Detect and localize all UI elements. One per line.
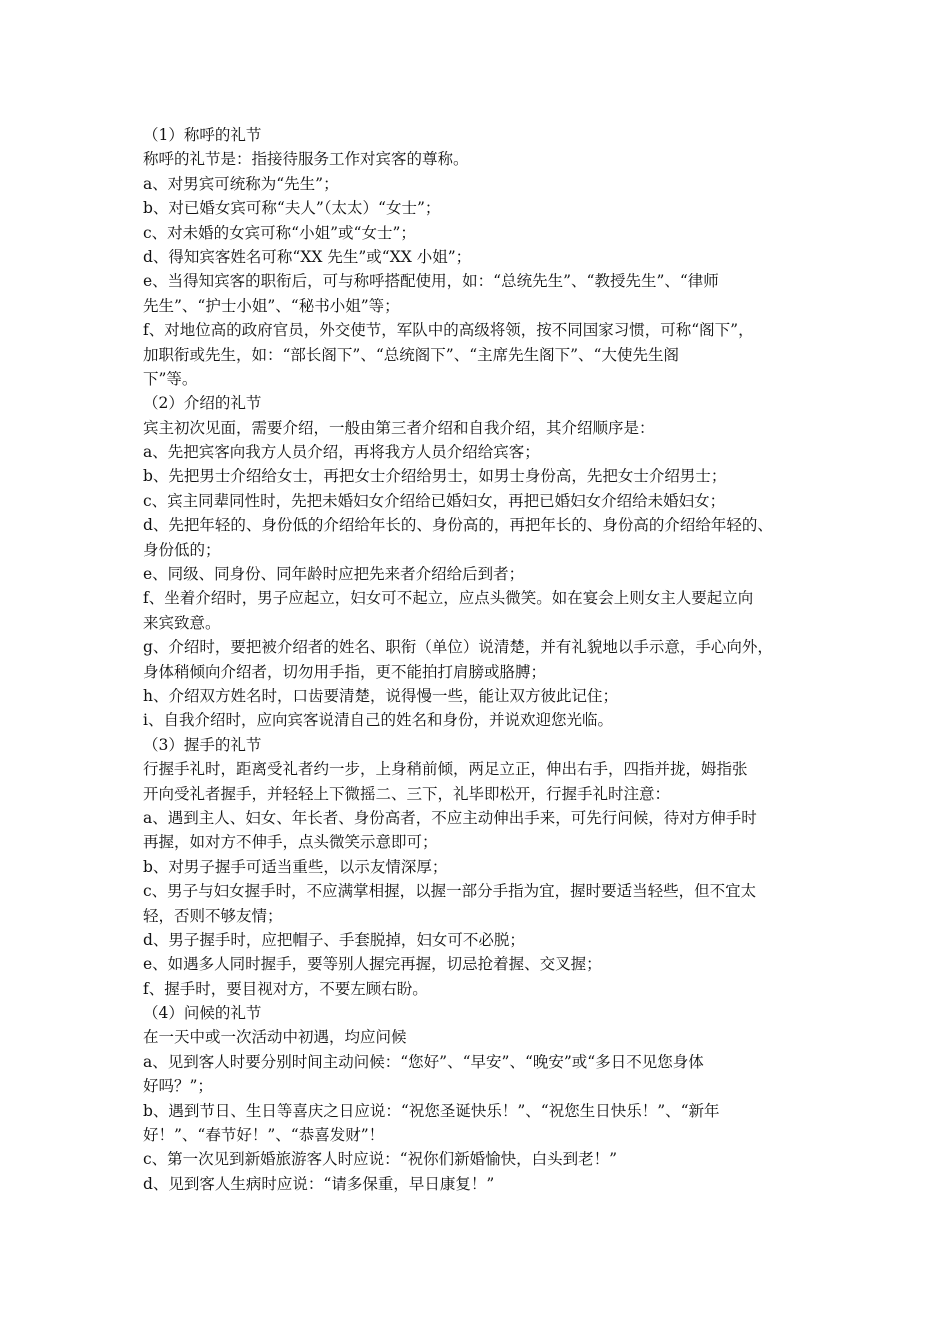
list-item-continuation: 加职衔或先生，如：“部长阁下”、“总统阁下”、“主席先生阁下”、“大使先生阁 (143, 345, 679, 364)
paragraph-line: 宾主初次见面，需要介绍，一般由第三者介绍和自我介绍，其介绍顺序是： (143, 418, 655, 437)
list-item: f、对地位高的政府官员，外交使节，军队中的高级将领，按不同国家习惯，可称“阁下”， (143, 321, 754, 340)
section-heading-introduction: （2）介绍的礼节 (143, 394, 262, 413)
list-item-continuation: 好吗？”； (143, 1077, 213, 1096)
list-item-continuation: 好！”、“春节好！”、“恭喜发财”！ (143, 1126, 385, 1145)
list-item: c、宾主同辈同性时，先把未婚妇女介绍给已婚妇女，再把已婚妇女介绍给未婚妇女； (143, 491, 726, 510)
list-item: a、见到客人时要分别时间主动问候：“您好”、“早安”、“晚安”或“多日不见您身体 (143, 1052, 704, 1071)
paragraph-line: 行握手礼时，距离受礼者约一步，上身稍前倾，两足立正，伸出右手，四指并拢，姆指张 (143, 760, 748, 779)
list-item: b、遇到节日、生日等喜庆之日应说：“祝您圣诞快乐！”、“祝您生日快乐！”、“新年 (143, 1101, 720, 1120)
list-item-continuation: 身体稍倾向介绍者，切勿用手指，更不能拍打肩膀或胳膊； (143, 662, 547, 681)
list-item: c、第一次见到新婚旅游客人时应说：“祝你们新婚愉快，白头到老！” (143, 1150, 618, 1169)
list-item-continuation: 轻，否则不够友情； (143, 906, 283, 925)
list-item: f、握手时，要目视对方，不要左顾右盼。 (143, 979, 428, 998)
list-item: b、先把男士介绍给女士，再把女士介绍给男士，如男士身份高，先把女士介绍男士； (143, 467, 727, 486)
paragraph-line: 称呼的礼节是：指接待服务工作对宾客的尊称。 (143, 150, 469, 169)
list-item: i、自我介绍时，应向宾客说清自己的姓名和身份，并说欢迎您光临。 (143, 711, 613, 730)
list-item-continuation: 先生”、“护士小姐”、“秘书小姐”等； (143, 296, 400, 315)
list-item-continuation: 身份低的； (143, 540, 221, 559)
section-heading-greeting: （4）问候的礼节 (143, 1004, 262, 1023)
list-item: h、介绍双方姓名时，口齿要清楚，说得慢一些，能让双方彼此记住； (143, 686, 618, 705)
list-item: c、男子与妇女握手时，不应满掌相握，以握一部分手指为宜，握时要适当轻些，但不宜太 (143, 882, 757, 901)
paragraph-line: 在一天中或一次活动中初遇，均应问候 (143, 1028, 407, 1047)
list-item: d、见到客人生病时应说：“请多保重，早日康复！” (143, 1174, 495, 1193)
list-item: d、得知宾客姓名可称“XX 先生”或“XX 小姐”； (143, 247, 472, 266)
list-item-continuation: 再握，如对方不伸手，点头微笑示意即可； (143, 833, 438, 852)
paragraph-line: 开向受礼者握手，并轻轻上下微摇二、三下，礼毕即松开，行握手礼时注意： (143, 784, 671, 803)
section-heading-handshake: （3）握手的礼节 (143, 735, 262, 754)
list-item: d、男子握手时，应把帽子、手套脱掉，妇女可不必脱； (143, 930, 525, 949)
list-item: e、同级、同身份、同年龄时应把先来者介绍给后到者； (143, 565, 525, 584)
list-item: e、当得知宾客的职衔后，可与称呼搭配使用，如：“总统先生”、“教授先生”、“律师 (143, 272, 719, 291)
list-item: c、对未婚的女宾可称“小姐”或“女士”； (143, 223, 416, 242)
list-item: a、遇到主人、妇女、年长者、身份高者，不应主动伸出手来，可先行问候，待对方伸手时 (143, 808, 757, 827)
list-item-continuation: 来宾致意。 (143, 613, 221, 632)
list-item: d、先把年轻的、身份低的介绍给年长的、身份高的，再把年长的、身份高的介绍给年轻的、 (143, 516, 773, 535)
list-item: b、对男子握手可适当重些，以示友情深厚； (143, 857, 448, 876)
list-item: f、坐着介绍时，男子应起立，妇女可不起立，应点头微笑。如在宴会上则女主人要起立向 (143, 589, 754, 608)
list-item-continuation: 下”等。 (143, 369, 198, 388)
list-item: a、对男宾可统称为“先生”； (143, 174, 339, 193)
list-item: g、介绍时，要把被介绍者的姓名、职衔（单位）说清楚，并有礼貌地以手示意，手心向外， (143, 638, 773, 657)
list-item: b、对已婚女宾可称“夫人”（太太）“女士”； (143, 199, 441, 218)
list-item: a、先把宾客向我方人员介绍，再将我方人员介绍给宾客； (143, 443, 540, 462)
section-heading-address: （1）称呼的礼节 (143, 126, 262, 144)
list-item: e、如遇多人同时握手，要等别人握完再握，切忌抢着握、交叉握； (143, 955, 602, 974)
